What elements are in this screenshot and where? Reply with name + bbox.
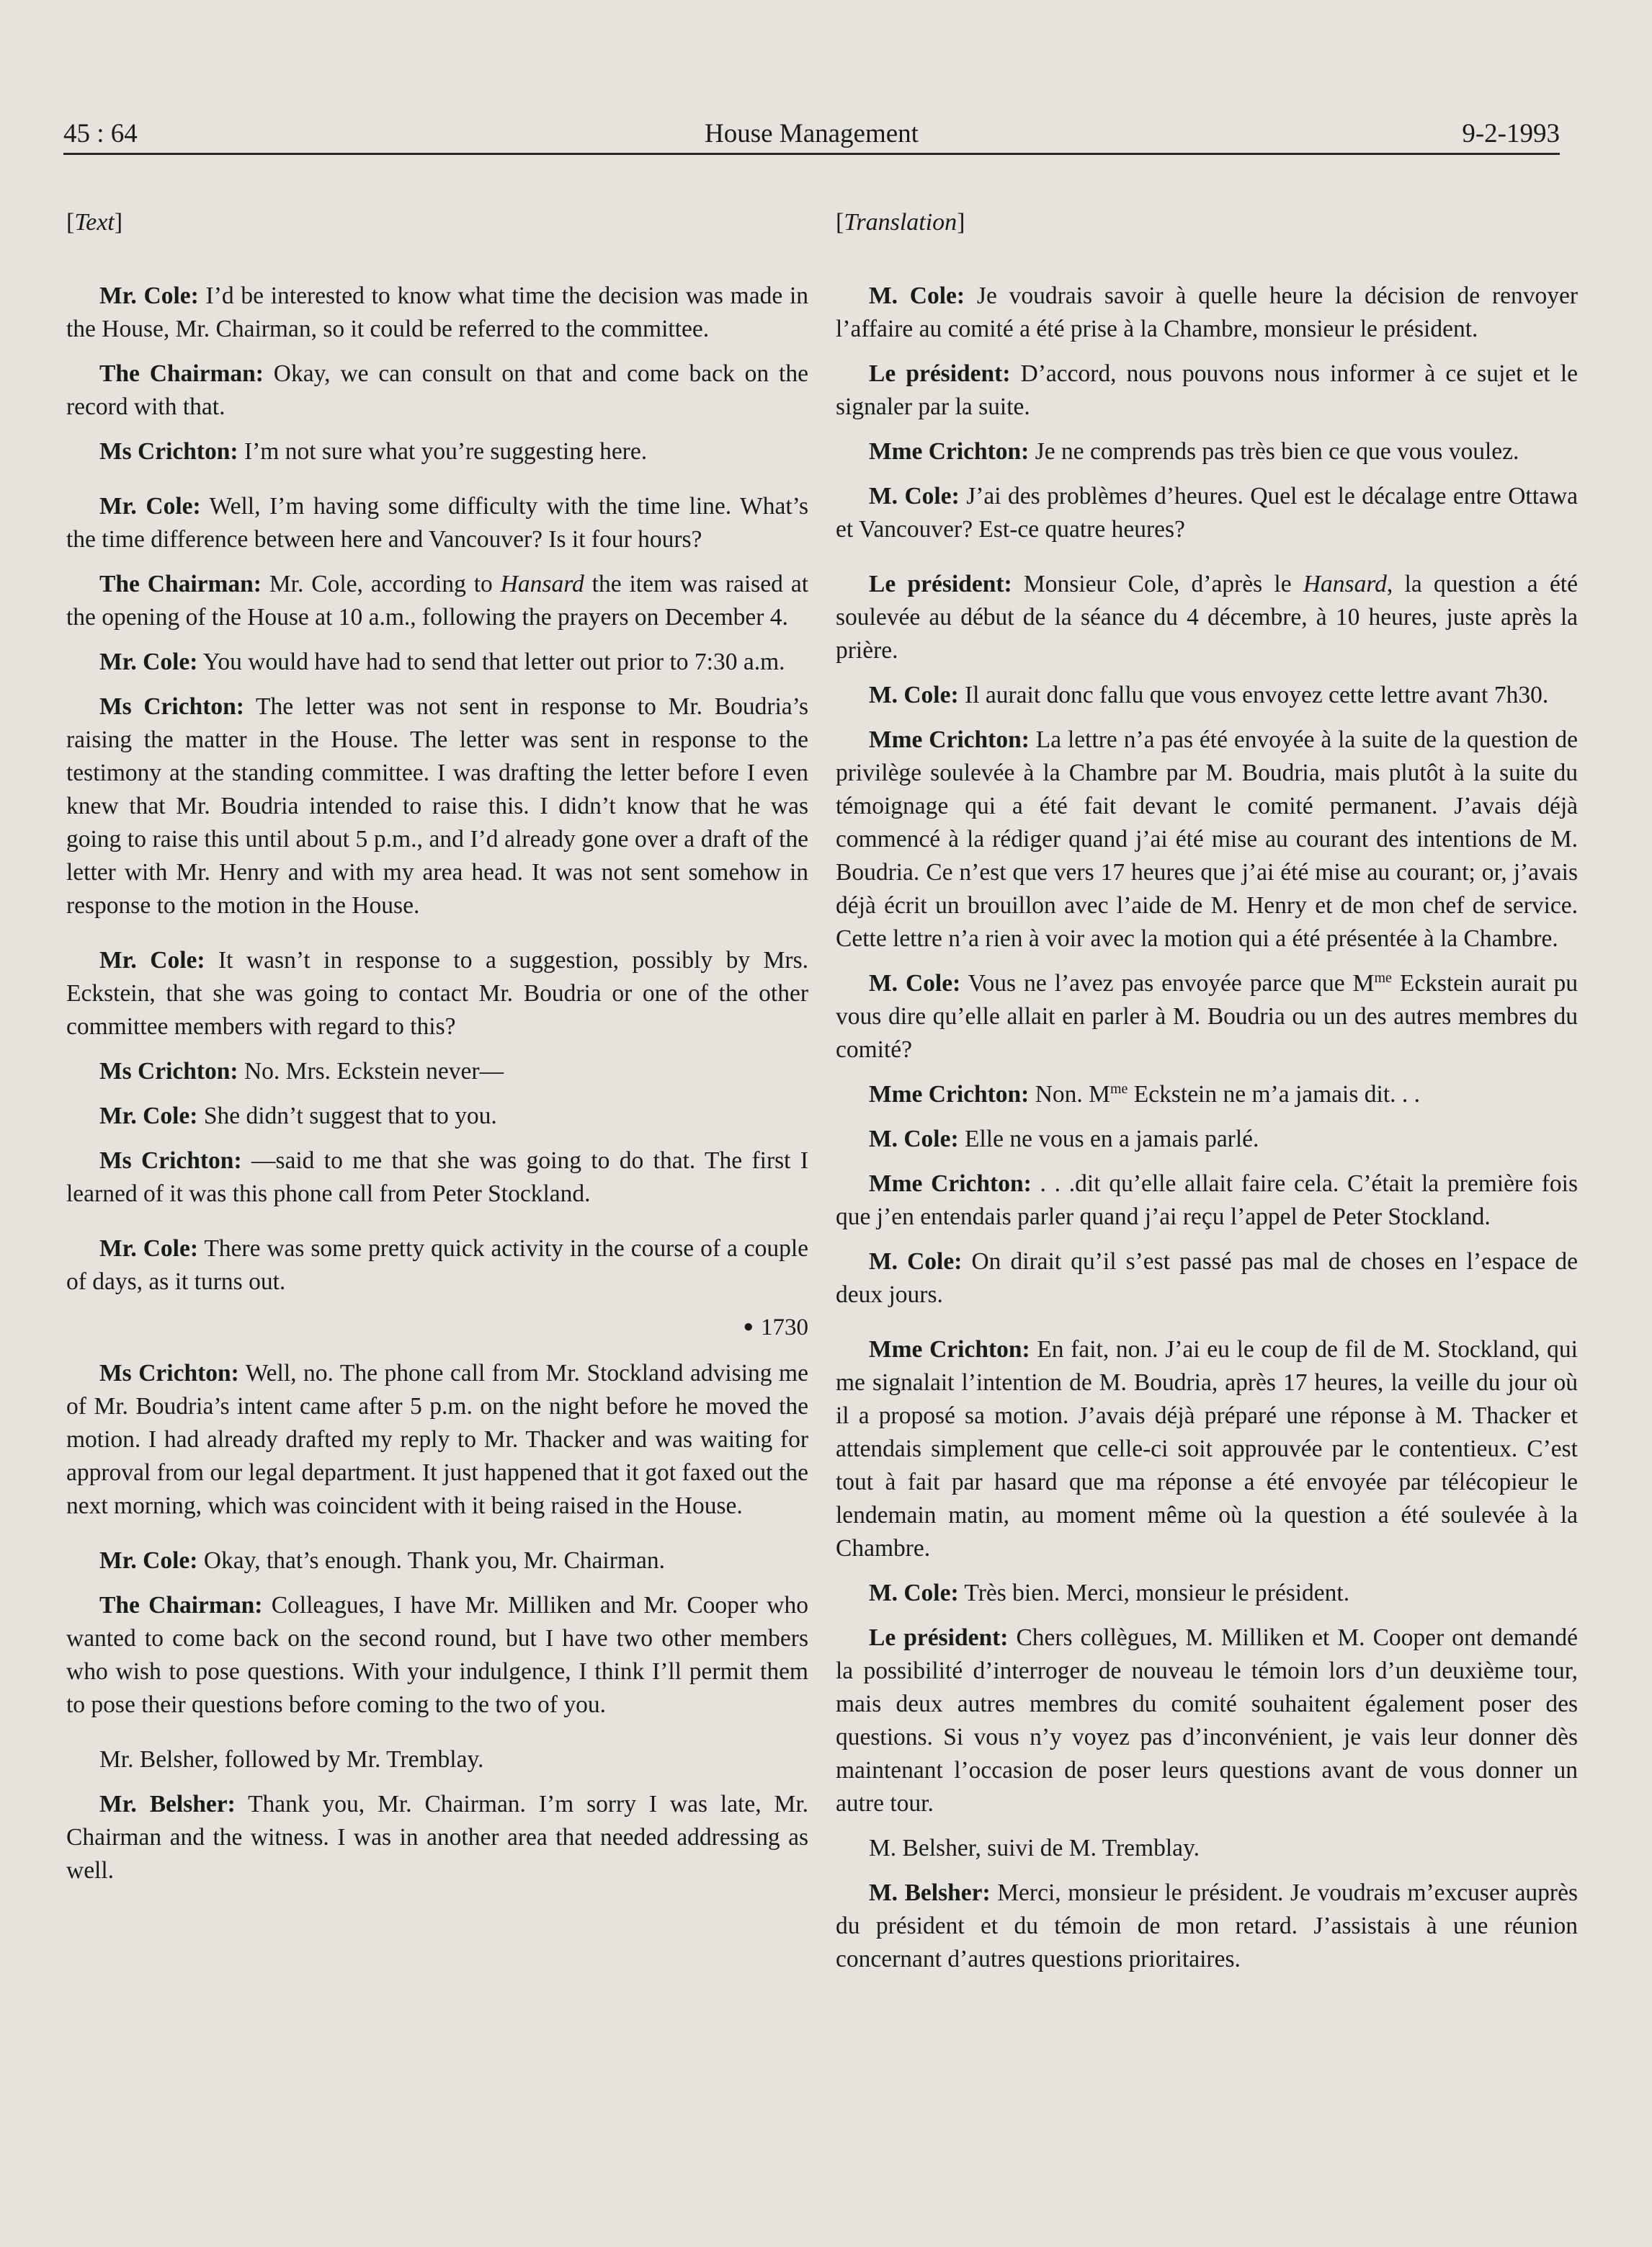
speech-text: You would have had to send that letter out prior to 7:30 a.m. <box>197 649 785 675</box>
transcript-paragraph <box>836 1621 1578 1820</box>
column-label: [Text] <box>66 209 123 236</box>
speech-text: En fait, non. J’ai eu le coup de fil de M. Stockland, qui me signalait l’intention de M. Boudria, après 17 heures, la veille du jour où il a proposé sa motion. J’avais déjà préparé une réponse à M. Thacker et attendais simplement que celle-ci soit approuvée par le contentieux. C’est tout à fait par hasard que ma réponse a été envoyée par télécopieur le lendemain matin, au moment même où la question a été soulevée à la Chambre. <box>836 1336 1578 1562</box>
transcript-paragraph <box>66 1232 808 1299</box>
transcript-paragraph <box>66 1357 808 1523</box>
speech-text: Vous ne l’avez pas envoyée parce que M <box>960 970 1375 997</box>
transcript-paragraph <box>66 568 808 634</box>
column-label: [Translation] <box>836 209 965 236</box>
superscript: me <box>1109 1080 1128 1097</box>
speech-text: J’ai des problèmes d’heures. Quel est le décalage entre Ottawa et Vancouver? Est-ce quatre heures? <box>836 483 1578 543</box>
transcript-paragraph <box>66 1589 808 1722</box>
speech-text: Monsieur Cole, d’après le <box>1012 571 1303 597</box>
speaker-name: M. Cole: <box>869 483 960 510</box>
transcript-paragraph <box>836 724 1578 956</box>
speaker-name: Mme Crichton: <box>869 1081 1030 1108</box>
transcript-paragraph <box>836 967 1578 1067</box>
superscript: me <box>1374 969 1392 986</box>
speaker-name: Mr. Cole: <box>99 947 205 974</box>
speaker-name: M. Cole: <box>869 282 965 309</box>
speaker-name: Mr. Cole: <box>99 282 199 309</box>
speech-text: , la question a été soulevée au début de la séance du 4 décembre, à 10 heures, juste après la prière. <box>836 571 1578 664</box>
speaker-name: Mr. Cole: <box>99 1235 198 1262</box>
transcript-paragraph <box>66 944 808 1044</box>
speech-text: Très bien. Merci, monsieur le président. <box>958 1580 1350 1606</box>
speaker-name: Le président: <box>869 360 1011 387</box>
speaker-name: Mme Crichton: <box>869 1336 1030 1363</box>
speaker-name: Ms Crichton: <box>99 1058 238 1085</box>
speech-text: Eckstein aurait pu vous dire qu’elle allait en parler à M. Boudria ou un des autres membres du comité? <box>836 970 1578 1063</box>
transcript-paragraph <box>66 1743 808 1776</box>
speech-text: It wasn’t in response to a suggestion, possibly by Mrs. Eckstein, that she was going to contact Mr. Boudria or one of the other committee members with regard to this? <box>66 947 808 1040</box>
transcript-paragraph <box>836 1577 1578 1610</box>
speaker-name: Mr. Cole: <box>99 1547 198 1574</box>
transcript-paragraph <box>836 480 1578 546</box>
speaker-name: Ms Crichton: <box>99 438 238 465</box>
transcript-paragraph <box>66 280 808 346</box>
transcript-paragraph <box>66 646 808 679</box>
speech-text: Chers collègues, M. Milliken et M. Cooper ont demandé la possibilité d’interroger de nouveau le témoin lors d’un deuxième tour, mais deux autres membres du comité souhaitent également poser des questions. Si vous n’y voyez pas d’inconvénient, je vais leur donner dès maintenant l’occasion de poser leurs questions avant de vous donner un autre tour. <box>836 1624 1578 1817</box>
hansard-reference: Hansard <box>1303 571 1387 597</box>
speech-text: Colleagues, I have Mr. Milliken and Mr. Cooper who wanted to come back on the second round, but I have two other members who wish to pose questions. With your indulgence, I think I’ll permit them to pose their questions before coming to the two of you. <box>66 1592 808 1718</box>
transcript-paragraph <box>66 1144 808 1211</box>
speech-text: The letter was not sent in response to Mr. Boudria’s raising the matter in the House. The letter was sent in response to the testimony at the standing committee. I was drafting the letter before I even knew that Mr. Boudria intended to raise this. I didn’t know that he was going to raise this until about 5 p.m., and I’d already gone over a draft of the letter with Mr. Henry and with my area head. It was not sent somehow in response to the motion in the House. <box>66 693 809 919</box>
speaker-name: Mr. Belsher: <box>99 1791 236 1817</box>
transcript-paragraph <box>836 1123 1578 1156</box>
page-header <box>63 115 1560 155</box>
speech-text: Well, no. The phone call from Mr. Stockland advising me of Mr. Boudria’s intent came after 5 p.m. on the night before he moved the motion. I had already drafted my reply to Mr. Thacker and was waiting for approval from our legal department. It just happened that it got faxed out the next morning, which was coincident with it being raised in the House. <box>66 1360 808 1519</box>
bullet-icon: ● <box>743 1317 754 1336</box>
speech-text: La lettre n’a pas été envoyée à la suite de la question de privilège soulevée à la Chambre par M. Boudria, mais plutôt à la suite du témoignage qui a été fait devant le comité permanent. J’avais déjà commencé à la rédiger quand j’ai été mise au courant des intentions de M. Boudria. Ce n’est que vers 17 heures que j’ai été mise au courant; or, j’avais déjà écrit un brouillon avec l’aide de M. Henry et de mon chef de service. Cette lettre n’a rien à voir avec la motion qui a été présentée à la Chambre. <box>836 726 1578 952</box>
transcript-paragraph <box>836 1078 1578 1111</box>
speech-text: Je ne comprends pas très bien ce que vous voulez. <box>1029 438 1519 465</box>
speaker-name: Le président: <box>869 1624 1009 1651</box>
speaker-name: Ms Crichton: <box>99 1147 242 1174</box>
speech-text: —said to me that she was going to do that. The first I learned of it was this phone call from Peter Stockland. <box>66 1147 808 1207</box>
transcript-paragraph <box>66 690 808 922</box>
speech-text: No. Mrs. Eckstein never— <box>238 1058 504 1085</box>
speech-text: I’d be interested to know what time the decision was made in the House, Mr. Chairman, so it could be referred to the committee. <box>66 282 808 342</box>
english-column <box>66 206 808 1899</box>
transcript-paragraph <box>836 1333 1578 1565</box>
transcript-paragraph <box>66 1100 808 1133</box>
hansard-reference: Hansard <box>500 571 584 597</box>
transcript-paragraph <box>66 357 808 424</box>
speech-text: Mr. Belsher, followed by Mr. Tremblay. <box>99 1746 484 1773</box>
transcript-paragraph <box>836 1877 1578 1976</box>
transcript-paragraph <box>836 280 1578 346</box>
speaker-name: Mr. Cole: <box>99 1103 198 1129</box>
speech-text: She didn’t suggest that to you. <box>197 1103 497 1129</box>
speech-text: the item was raised at the opening of the House at 10 a.m., following the prayers on December 4. <box>66 571 808 631</box>
speech-text: Elle ne vous en a jamais parlé. <box>958 1126 1259 1152</box>
transcript-paragraph <box>66 1055 808 1088</box>
speaker-name: Ms Crichton: <box>99 1360 239 1387</box>
speech-text: Eckstein ne m’a jamais dit. . . <box>1128 1081 1421 1108</box>
transcript-paragraph <box>836 568 1578 667</box>
speech-text: Well, I’m having some difficulty with the time line. What’s the time difference between here and Vancouver? Is it four hours? <box>66 493 808 553</box>
speech-text: Okay, we can consult on that and come back on the record with that. <box>66 360 808 420</box>
speech-text: Non. M <box>1029 1081 1110 1108</box>
speaker-name: Mme Crichton: <box>869 726 1030 753</box>
speech-text: Mr. Cole, according to <box>261 571 501 597</box>
speaker-name: Ms Crichton: <box>99 693 244 720</box>
transcript-paragraph <box>836 679 1578 712</box>
french-column <box>836 206 1578 1988</box>
speaker-name: Mr. Cole: <box>99 649 198 675</box>
header-date: 9-2-1993 <box>1462 119 1560 148</box>
speaker-name: M. Belsher: <box>869 1879 991 1906</box>
running-title: House Management <box>705 119 919 148</box>
transcript-paragraph <box>66 1788 808 1887</box>
speaker-name: Mr. Cole: <box>99 493 201 520</box>
transcript-paragraph <box>836 1832 1578 1865</box>
speech-text: . . .dit qu’elle allait faire cela. C’était la première fois que j’en entendais parler quand j’ai reçu l’appel de Peter Stockland. <box>836 1170 1578 1230</box>
transcript-paragraph <box>66 490 808 556</box>
speaker-name: The Chairman: <box>99 1592 263 1619</box>
speech-text: Okay, that’s enough. Thank you, Mr. Chairman. <box>197 1547 665 1574</box>
speaker-name: M. Cole: <box>869 1126 959 1152</box>
transcript-paragraph <box>836 1245 1578 1312</box>
speech-text: D’accord, nous pouvons nous informer à ce sujet et le signaler par la suite. <box>836 360 1578 420</box>
speaker-name: Le président: <box>869 571 1012 597</box>
speech-text: Je voudrais savoir à quelle heure la décision de renvoyer l’affaire au comité a été prise à la Chambre, monsieur le président. <box>836 282 1578 342</box>
transcript-paragraph <box>836 435 1578 468</box>
speaker-name: M. Cole: <box>869 1580 959 1606</box>
time-marker: ● 1730 <box>743 1314 808 1340</box>
speaker-name: Mme Crichton: <box>869 1170 1032 1197</box>
speech-text: I’m not sure what you’re suggesting here. <box>238 438 648 465</box>
speaker-name: M. Cole: <box>869 1248 963 1275</box>
speaker-name: M. Cole: <box>869 970 961 997</box>
speaker-name: M. Cole: <box>869 682 959 708</box>
speaker-name: The Chairman: <box>99 360 264 387</box>
speaker-name: The Chairman: <box>99 571 262 597</box>
speech-text: Il aurait donc fallu que vous envoyez cette lettre avant 7h30. <box>958 682 1549 708</box>
transcript-paragraph <box>836 357 1578 424</box>
speech-text: M. Belsher, suivi de M. Tremblay. <box>869 1835 1200 1861</box>
transcript-paragraph <box>66 435 808 468</box>
speech-text: On dirait qu’il s’est passé pas mal de choses en l’espace de deux jours. <box>836 1248 1578 1308</box>
speaker-name: Mme Crichton: <box>869 438 1030 465</box>
speech-text: Thank you, Mr. Chairman. I’m sorry I was late, Mr. Chairman and the witness. I was in another area that needed addressing as well. <box>66 1791 809 1884</box>
page-reference: 45 : 64 <box>63 119 138 148</box>
speech-text: Merci, monsieur le président. Je voudrais m’excuser auprès du président et du témoin de mon retard. J’assistais à une réunion concernant d’autres questions prioritaires. <box>836 1879 1578 1972</box>
speech-text: There was some pretty quick activity in the course of a couple of days, as it turns out. <box>66 1235 808 1295</box>
transcript-paragraph <box>836 1167 1578 1234</box>
transcript-paragraph <box>66 1544 808 1578</box>
